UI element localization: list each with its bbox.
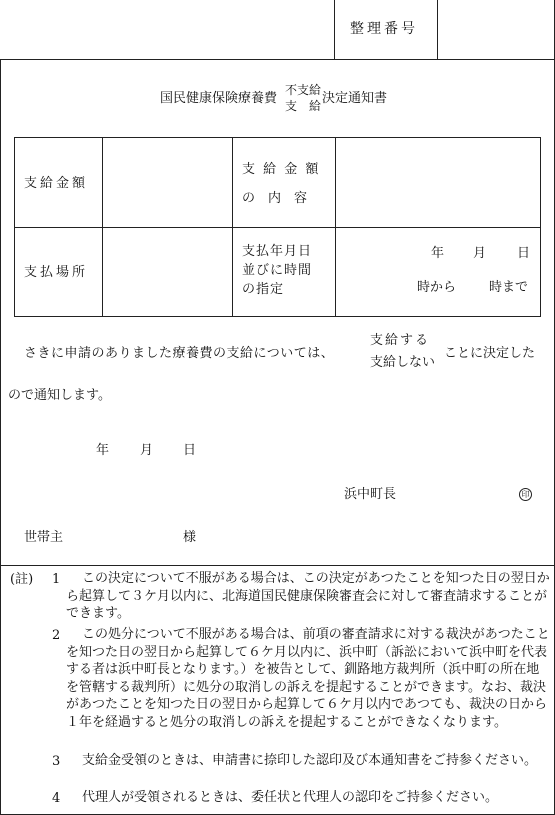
datetime-label-line2: 並びに時間: [242, 263, 313, 278]
frame-top: [0, 59, 555, 60]
serial-label: 整理番号: [350, 21, 418, 37]
title-suffix: 決定通知書: [322, 91, 388, 106]
table-row-divider: [14, 227, 541, 228]
place-value-cell[interactable]: [103, 228, 231, 316]
body-lead: さきに申請のありました療養費の支給については、: [24, 346, 335, 361]
householder-label: 世帯主: [24, 530, 64, 545]
datetime-label-line3: の指定: [242, 282, 285, 297]
date-year: 年: [431, 246, 445, 261]
issuer-name: 浜中町長: [344, 487, 397, 502]
body-line2: ので通知します。: [8, 388, 111, 403]
amount-label: 支給金額: [24, 176, 89, 191]
note-1-num: 1: [52, 572, 61, 587]
body-tail: ことに決定した: [444, 346, 536, 361]
time-from: 時から: [417, 280, 457, 295]
frame-left: [0, 59, 1, 815]
title-option-top: 不支給: [285, 83, 322, 97]
note-1-text: この決定について不服がある場合は、この決定があつたことを知つた日の翌日から起算して３ケ月以内に、北海道国民健康保険審査会に対して審査請求することができます。: [66, 571, 550, 621]
amount-value-cell[interactable]: [103, 138, 231, 226]
issue-date-day: 日: [183, 443, 197, 458]
place-label: 支払場所: [24, 265, 89, 280]
content-value-cell[interactable]: [336, 138, 540, 226]
time-to: 時まで: [489, 280, 529, 295]
issue-date-year: 年: [96, 443, 110, 458]
table-col-2: [232, 137, 233, 317]
body-option-1: 支給する: [370, 333, 431, 348]
date-day: 日: [517, 246, 531, 261]
note-2-num: 2: [52, 628, 61, 643]
body-option-2: 支給しない: [370, 355, 436, 370]
content-label-line2: の 内 容: [242, 191, 308, 206]
notes-divider: [0, 565, 555, 566]
title-prefix: 国民健康保険療養費: [160, 91, 278, 106]
datetime-label-line1: 支払年月日: [242, 244, 313, 259]
notes-prefix: (註): [10, 572, 34, 587]
note-4-text: 代理人が受領されるときは、委任状と代理人の認印をご持参ください。: [82, 790, 499, 805]
note-3-num: 3: [52, 754, 61, 769]
note-2-text: この処分について不服がある場合は、前項の審査請求に対する裁決があつたことを知つた日の翌日から起算して６ケ月以内に、浜中町（訴訟において浜中町を代表する者は浜中町長となります。）を被告として、釧路地方裁判所（浜中町の所在地を管轄する裁判所）に処分の取消しの訴えを提起することができます。なお、裁決があつたことを知つた日の翌日から起算して６ケ月以内であつても、裁決の日から１年を経過すると処分の取消しの訴えを提起することができなくなります。: [66, 627, 550, 730]
serial-divider: [437, 0, 438, 60]
issue-date-month: 月: [140, 443, 154, 458]
official-seal: 印: [519, 488, 532, 501]
householder-honorific: 様: [183, 530, 197, 545]
title-option-bottom: 支 給: [285, 99, 322, 113]
note-4-num: 4: [52, 791, 61, 806]
date-month: 月: [473, 246, 487, 261]
content-label-line1: 支 給 金 額: [242, 162, 321, 177]
note-3-text: 支給金受領のときは、申請書に捺印した認印及び本通知書をご持参ください。: [82, 753, 538, 768]
